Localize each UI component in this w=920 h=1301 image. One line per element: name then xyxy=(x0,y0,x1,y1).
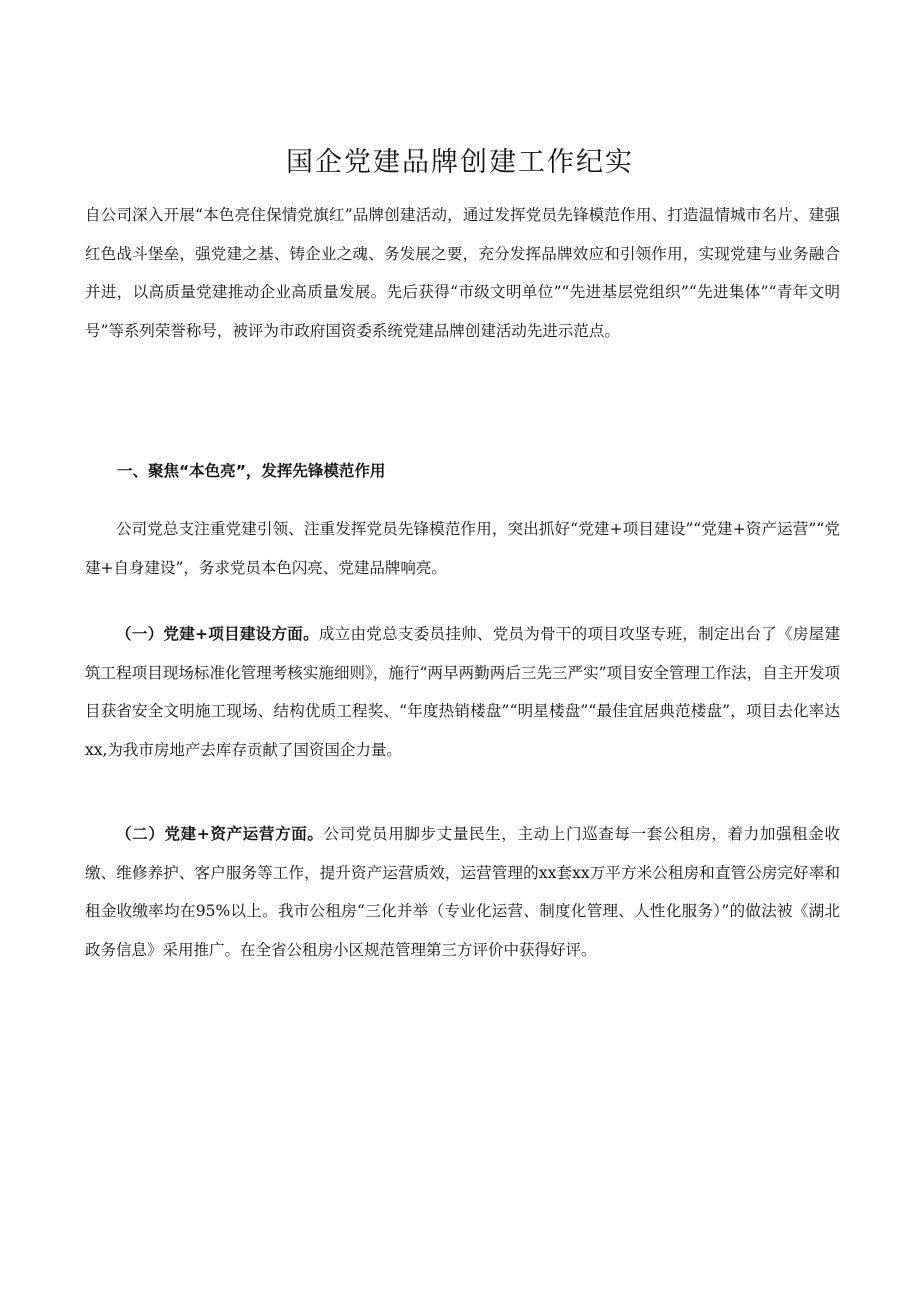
subsection-2-label: （二）党建+资产运营方面。 xyxy=(116,825,324,843)
subsection-1-text: 成立由党总支委员挂帅、党员为骨干的项目攻坚专班，制定出台了《房屋建筑工程项目现场标准化管理考核实施细则》，施行“两早两勤两后三先三严实”项目安全管理工作法，自主开发项目获省安全文明施工现场、结构优质工程奖、“年度热销楼盘”“明星楼盘”“最佳宜居典范楼盘”，项目去化率达xx,为我市房地产去库存贡献了国资国企力量。 xyxy=(85,625,840,759)
section-1-lead-paragraph: 公司党总支注重党建引领、注重发挥党员先锋模范作用，突出抓好“党建+项目建设”“党建+资产运营”“党建+自身建设”，务求党员本色闪亮、党建品牌响亮。 xyxy=(85,520,840,577)
subsection-1-label: （一）党建+项目建设方面。 xyxy=(116,625,319,643)
subsection-project-construction xyxy=(85,615,840,769)
subsection-2-text: 公司党员用脚步丈量民生，主动上门巡查每一套公租房，着力加强租金收缴、维修养护、客户服务等工作，提升资产运营质效，运营管理的xx套xx万平方米公租房和直管公房完好率和租金收缴率均在95%以上。我市公租房“三化并举（专业化运营、制度化管理、人性化服务）”的做法被《湖北政务信息》采用推广。在全省公租房小区规范管理第三方评价中获得好评。 xyxy=(85,825,840,959)
section-heading-1: 一、聚焦“本色亮”，发挥先锋模范作用 xyxy=(117,462,386,480)
intro-paragraph: 自公司深入开展“本色亮住保情党旗红”品牌创建活动，通过发挥党员先锋模范作用、打造温情城市名片、建强红色战斗堡垒，强党建之基、铸企业之魂、务发展之要，充分发挥品牌效应和引领作用，实现党建与业务融合并进，以高质量党建推动企业高质量发展。先后获得“市级文明单位”“先进基层党组织”“先进集体”“青年文明号”等系列荣誉称号，被评为市政府国资委系统党建品牌创建活动先进示范点。 xyxy=(85,206,840,340)
document-title: 国企党建品牌创建工作纪实 xyxy=(286,147,634,178)
subsection-asset-operation xyxy=(85,815,840,969)
